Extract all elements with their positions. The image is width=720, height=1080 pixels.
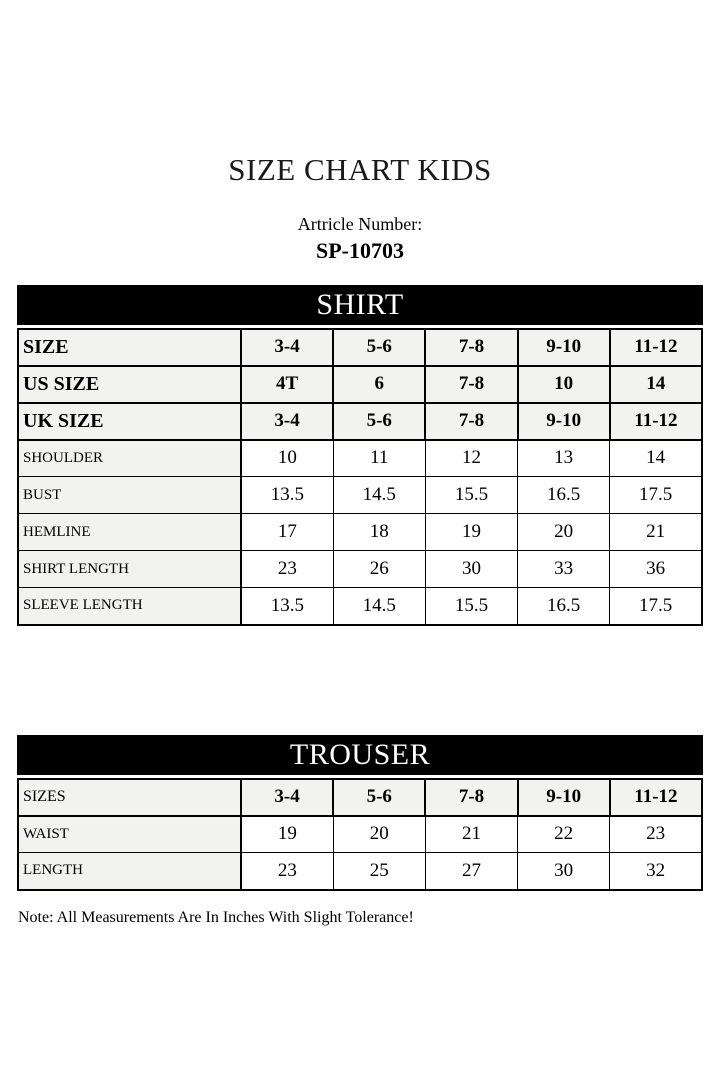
table-row [18,779,702,816]
value-cell: 14.5 [333,588,425,625]
row-label-cell: UK SIZE [18,403,241,440]
value-cell: 21 [610,514,702,551]
value-cell: 17 [241,514,333,551]
value-cell: 9-10 [518,403,610,440]
row-label-cell: LENGTH [18,853,241,890]
value-cell: 9-10 [518,779,610,816]
value-cell: 7-8 [425,779,517,816]
value-cell: 7-8 [425,366,517,403]
value-cell: 10 [241,440,333,477]
value-cell: 7-8 [425,329,517,366]
value-cell: 23 [241,853,333,890]
value-cell: 18 [333,514,425,551]
trouser-size-table [17,778,703,891]
value-cell: 5-6 [333,403,425,440]
row-label-cell: SIZES [18,779,241,816]
measurement-note: Note: All Measurements Are In Inches With Slight Tolerance! [18,908,414,926]
value-cell: 3-4 [241,403,333,440]
table-row [18,588,702,625]
table-row [18,477,702,514]
value-cell: 19 [425,514,517,551]
value-cell: 26 [333,551,425,588]
value-cell: 6 [333,366,425,403]
table-row [18,440,702,477]
value-cell: 17.5 [610,588,702,625]
value-cell: 11-12 [610,329,702,366]
value-cell: 23 [241,551,333,588]
value-cell: 16.5 [518,588,610,625]
shirt-table-caption: SHIRT [17,285,703,325]
value-cell: 33 [518,551,610,588]
row-label-cell: US SIZE [18,366,241,403]
value-cell: 5-6 [333,779,425,816]
value-cell: 14.5 [333,477,425,514]
value-cell: 11-12 [610,403,702,440]
table-row [18,366,702,403]
value-cell: 25 [333,853,425,890]
row-label-cell: SLEEVE LENGTH [18,588,241,625]
table-row [18,403,702,440]
table-row [18,816,702,853]
value-cell: 36 [610,551,702,588]
trouser-section [17,735,703,891]
value-cell: 12 [425,440,517,477]
value-cell: 16.5 [518,477,610,514]
row-label-cell: SHIRT LENGTH [18,551,241,588]
value-cell: 21 [425,816,517,853]
value-cell: 32 [610,853,702,890]
value-cell: 4T [241,366,333,403]
value-cell: 9-10 [518,329,610,366]
row-label-cell: SHOULDER [18,440,241,477]
value-cell: 30 [425,551,517,588]
article-number-value: SP-10703 [316,237,404,263]
value-cell: 13.5 [241,477,333,514]
row-label-cell: BUST [18,477,241,514]
value-cell: 15.5 [425,477,517,514]
value-cell: 27 [425,853,517,890]
article-number-label: Artricle Number: [297,213,423,234]
trouser-table-caption: TROUSER [17,735,703,775]
value-cell: 20 [518,514,610,551]
value-cell: 10 [518,366,610,403]
value-cell: 3-4 [241,329,333,366]
value-cell: 17.5 [610,477,702,514]
value-cell: 30 [518,853,610,890]
row-label-cell: SIZE [18,329,241,366]
value-cell: 5-6 [333,329,425,366]
table-row [18,329,702,366]
value-cell: 15.5 [425,588,517,625]
value-cell: 11-12 [610,779,702,816]
value-cell: 14 [610,440,702,477]
value-cell: 20 [333,816,425,853]
row-label-cell: WAIST [18,816,241,853]
table-row [18,551,702,588]
value-cell: 19 [241,816,333,853]
shirt-section [17,285,703,626]
value-cell: 11 [333,440,425,477]
value-cell: 13 [518,440,610,477]
value-cell: 22 [518,816,610,853]
value-cell: 13.5 [241,588,333,625]
table-row [18,514,702,551]
row-label-cell: HEMLINE [18,514,241,551]
table-row [18,853,702,890]
shirt-size-table [17,328,703,626]
value-cell: 7-8 [425,403,517,440]
page-title: SIZE CHART KIDS [228,152,492,187]
value-cell: 3-4 [241,779,333,816]
value-cell: 14 [610,366,702,403]
value-cell: 23 [610,816,702,853]
